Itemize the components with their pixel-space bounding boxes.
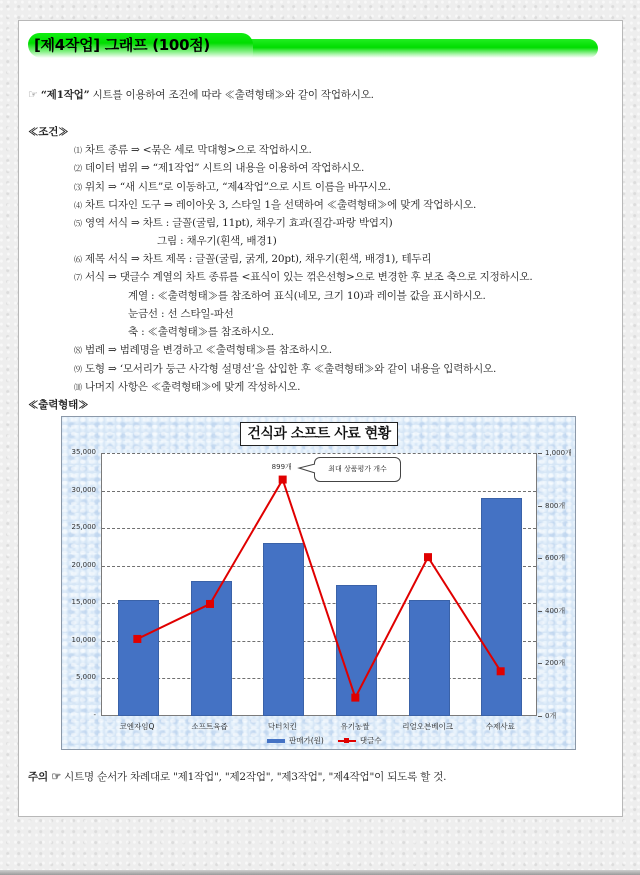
- y2-tick-label: 0개: [545, 712, 557, 720]
- condition-item: [74, 252, 431, 267]
- y-tick-label: 20,000: [71, 560, 96, 569]
- y-tick-label: 15,000: [71, 598, 96, 607]
- condition-item: [128, 325, 274, 339]
- condition-item: [74, 270, 533, 285]
- condition-text: 데이터 범위 ⇒ “제1작업” 시트의 내용을 이용하여 작업하시오.: [84, 162, 365, 174]
- condition-number: ⑻: [74, 346, 82, 355]
- legend-line-swatch: [338, 740, 356, 742]
- callout-shape[interactable]: 최대 상품평가 개수: [314, 457, 401, 482]
- pointing-hand-icon: ☞: [51, 770, 62, 783]
- y-tick-label: -: [93, 711, 96, 719]
- condition-number: ⑺: [74, 273, 82, 282]
- y-tick-label: 25,000: [71, 523, 96, 532]
- y-tick-label: 5,000: [75, 673, 96, 682]
- callout-pointer: [62, 417, 577, 751]
- x-category-label: 리얼오븐베이크: [402, 722, 454, 731]
- condition-text: 영역 서식 ⇒ 차트 : 글꼴(굴림, 11pt), 채우기 효과(질감-파랑 박엽지): [84, 217, 393, 229]
- chart-title[interactable]: 건식과 소프트 사료 현황: [240, 422, 398, 446]
- pointing-hand-icon: ☞: [28, 88, 38, 101]
- x-category-label: 유기농쌀: [340, 722, 370, 731]
- note-text: 시트명 순서가 차례대로 "제1작업", "제2작업", "제3작업", "제4작업"이 되도록 할 것.: [61, 771, 447, 783]
- condition-number: ⑼: [74, 365, 82, 374]
- x-category-label: 코엔자임Q: [119, 722, 155, 731]
- page-title: [제4작업] 그래프 (100점): [34, 36, 210, 54]
- condition-item: [74, 180, 391, 195]
- condition-text: 나머지 사항은 ≪출력형태≫에 맞게 작성하시오.: [84, 381, 301, 393]
- condition-text: 계열 : ≪출력형태≫를 참조하여 표식(네모, 크기 10)과 레이블 값을 표시하시오.: [128, 290, 486, 302]
- chart-legend[interactable]: [267, 735, 382, 746]
- condition-item: [128, 289, 486, 303]
- condition-item: [74, 198, 476, 213]
- condition-item: [157, 234, 277, 248]
- data-label-max: 899개: [271, 462, 292, 471]
- legend-label-price: 판매가(원): [289, 736, 324, 745]
- y-tick-label: 30,000: [71, 485, 96, 494]
- condition-number: ⑷: [74, 201, 82, 210]
- condition-item: [74, 143, 312, 158]
- condition-text: 도형 ⇒ ‘모서리가 둥근 사각형 설명선’을 삽입한 후 ≪출력형태≫와 같이 내용을 입력하시오.: [84, 363, 497, 375]
- condition-text: 제목 서식 ⇒ 차트 제목 : 글꼴(굴림, 굵게, 20pt), 채우기(흰색, 배경1), 테두리: [84, 253, 432, 265]
- y-tick-label: 10,000: [71, 635, 96, 644]
- legend-label-comments: 댓글수: [359, 736, 382, 745]
- page-shadow: [0, 870, 640, 875]
- y2-tick-label: 200개: [545, 659, 566, 668]
- condition-item: [128, 307, 234, 321]
- instruction-line: [28, 88, 374, 102]
- condition-text: 차트 디자인 도구 ⇒ 레이아웃 3, 스타일 1을 선택하여 ≪출력형태≫에 맞게 작업하시오.: [84, 199, 477, 211]
- header-bar: [230, 39, 598, 58]
- condition-item: [74, 216, 393, 231]
- y2-tick-label: 1,000개: [545, 449, 572, 457]
- chart-area[interactable]: [61, 416, 576, 750]
- condition-number: ⑶: [74, 183, 82, 192]
- condition-number: ⑹: [74, 255, 82, 264]
- condition-text: 위치 ⇒ “새 시트”로 이동하고, “제4작업”으로 시트 이름을 바꾸시오.: [84, 181, 391, 193]
- condition-item: [74, 362, 496, 377]
- y2-tick-label: 600개: [545, 554, 566, 563]
- condition-number: ⑽: [74, 383, 82, 392]
- instruction-text: 시트를 이용하여 조건에 따라 ≪출력형태≫와 같이 작업하시오.: [89, 89, 374, 101]
- legend-bar-swatch: [267, 739, 285, 743]
- condition-item: [74, 161, 364, 176]
- x-category-label: 소프트육즙: [191, 722, 228, 731]
- y-tick-label: 35,000: [71, 448, 96, 456]
- condition-text: 눈금선 : 선 스타일-파선: [128, 308, 234, 320]
- x-category-label: 닥터치킨: [267, 722, 297, 731]
- y2-tick-label: 800개: [545, 501, 566, 510]
- condition-text: 범례 ⇒ 범례명을 변경하고 ≪출력형태≫를 참조하시오.: [84, 344, 332, 356]
- condition-text: 그림 : 채우기(흰색, 배경1): [157, 235, 277, 247]
- condition-number: ⑵: [74, 164, 82, 173]
- condition-text: 서식 ⇒ 댓글수 계열의 차트 종류를 <표식이 있는 꺾은선형>으로 변경한 후 보조 축으로 지정하시오.: [84, 271, 533, 283]
- conditions-heading: ≪조건≫: [28, 126, 69, 138]
- x-category-label: 수제사료: [485, 722, 515, 731]
- y2-tick-label: 400개: [545, 606, 566, 615]
- condition-text: 차트 종류 ⇒ <묶은 세로 막대형>으로 작업하시오.: [84, 144, 312, 156]
- condition-number: ⑴: [74, 146, 82, 155]
- condition-item: [74, 380, 300, 395]
- footer-note: [28, 770, 446, 784]
- condition-text: 축 : ≪출력형태≫를 참조하시오.: [128, 326, 274, 338]
- sheet-name: “제1작업”: [40, 89, 90, 101]
- output-heading: ≪출력형태≫: [28, 399, 89, 411]
- condition-item: [74, 343, 332, 358]
- condition-number: ⑸: [74, 219, 82, 228]
- note-label: 주의: [28, 771, 48, 783]
